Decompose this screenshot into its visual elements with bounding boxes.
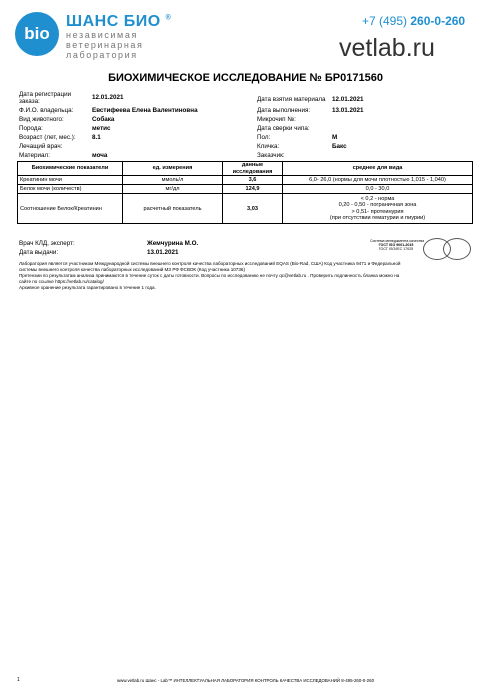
table-row (18, 185, 473, 194)
document-title: БИОХИМИЧЕСКОЕ ИССЛЕДОВАНИЕ № БР0171560 (108, 72, 383, 84)
row-name: Соотношение Белок/Креатинин (18, 194, 123, 224)
tagline-line-1: независимая (66, 30, 138, 40)
ref-line: > 0,51- протеинурия (351, 208, 404, 215)
row-reference: 6,0- 26,0 (нормы для мочи плотностью 1,015 - 1,040) (283, 176, 473, 185)
reg-date-value: 12.01.2021 (92, 94, 124, 101)
done-date-value: 13.01.2021 (332, 107, 364, 114)
ref-line: (при отсутствии гематурии и пиурии) (329, 214, 426, 221)
phone-number: 260-0-260 (410, 14, 466, 28)
breed-label: Порода: (19, 125, 43, 132)
chip-label: Микрочип №: (257, 116, 296, 123)
table-row (18, 194, 473, 224)
customer-label: Заказчик: (257, 152, 285, 159)
material-value: моча (92, 152, 108, 159)
page-number: 1 (17, 677, 20, 683)
note-line: системы внешнего контроля качества лабораторных исследований МЗ РФ ФСВОК (Код участника 10736) (19, 267, 245, 272)
vet-label: Лечащий врач: (19, 143, 63, 150)
row-reference: 0,0 - 30,0 (283, 185, 473, 194)
chip-check-label: Дата сверки чипа: (257, 125, 310, 132)
sex-value: М (332, 134, 338, 141)
breed-value: метис (92, 125, 111, 132)
sample-date-label: Дата взятия материала (257, 96, 326, 103)
done-date-label: Дата выполнения: (257, 107, 311, 114)
header-reference: среднее для вида (283, 162, 473, 176)
nick-label: Кличка: (257, 143, 280, 150)
tagline-line-2: ветеринарная (66, 40, 144, 50)
site-url: vetlab.ru (339, 34, 435, 62)
row-name: Белок мочи (количеств) (18, 185, 123, 194)
logo-text: bio (24, 24, 50, 43)
row-value: 3,6 (223, 176, 283, 185)
issue-date-value: 13.01.2021 (147, 249, 179, 256)
species-label: Вид животного: (19, 116, 64, 123)
header-value: данные исследования (223, 162, 283, 176)
note-line: Претензии по результатам анализа принимаются в течение суток с даты готовности. Вопросы по исследованию не почту qc@vetlab.ru . Проверить подлинность бланка можно на (19, 273, 400, 278)
brand-text: ШАНС БИО (66, 13, 161, 30)
header-indicator: Биохимические показатели (18, 162, 123, 176)
doctor-name: Жемчурина М.О. (147, 240, 199, 247)
tagline-line-3: лаборатория (66, 50, 138, 60)
accreditation-seal-icon (443, 238, 471, 260)
row-value: 124,9 (223, 185, 283, 194)
registered-mark: ® (165, 14, 172, 22)
footer-text: www.vetlab.ru Шанс - Lab™ ИНТЕЛЛЕКТУАЛЬНАЯ ЛАБОРАТОРИЯ КОНТРОЛЬ КАЧЕСТВА ИССЛЕДОВАНИЙ 8-495-260-0-260 (116, 678, 375, 683)
row-name: Креатинин мочи (18, 176, 123, 185)
age-label: Возраст (лет, мес.): (19, 134, 76, 141)
ref-line: < 0,2 - норма (360, 195, 395, 202)
owner-label: Ф.И.О. владельца: (19, 107, 74, 114)
row-unit: мг/дл (123, 185, 223, 194)
cert-line-3: ГОСТ ISO/IEC 17025 (378, 247, 414, 252)
note-line: сайте по ссылке https://vetlab.ru/catalog/ (19, 279, 104, 284)
owner-value: Евстифеева Елена Валентиновна (92, 107, 198, 114)
phone-prefix: +7 (495) (362, 14, 408, 28)
row-unit: ммоль/л (123, 176, 223, 185)
ref-line: 0,20 - 0,50 - пограничная зона (338, 202, 417, 209)
material-label: Материал: (19, 152, 50, 159)
results-table (17, 161, 473, 224)
issue-date-label: Дата выдачи: (19, 249, 59, 256)
sample-date-value: 12.01.2021 (332, 96, 364, 103)
species-value: Собака (92, 116, 115, 123)
nick-value: Бакс (332, 143, 347, 150)
header-unit: ед. измерения (123, 162, 223, 176)
cert-line-1: Система менеджмента качества (370, 239, 425, 243)
age-value: 8.1 (92, 134, 101, 141)
phone (362, 14, 465, 28)
note-line: Лаборатория является участником Международной системы внешнего контроля качества лабораторных исследований EQAS (Bio-Rad, США) Код участника 9471 и Федеральной (19, 261, 401, 266)
note-line: Архивное хранение результата гарантировано в течение 1 года. (19, 285, 156, 290)
row-unit: расчетный показатель (123, 194, 223, 224)
row-reference-multiline (283, 194, 473, 224)
logo (15, 12, 59, 56)
doctor-label: Врач КЛД, эксперт: (19, 240, 75, 247)
reg-date-label-2: заказа: (19, 98, 40, 105)
sex-label: Пол: (257, 134, 271, 141)
cert-line-2: ГОСТ ISO 9001-2015 (378, 243, 414, 248)
certificate-text (370, 239, 425, 252)
brand-name (66, 13, 171, 31)
reg-date-label: Дата регистрации (19, 91, 72, 98)
row-value: 3,03 (223, 194, 283, 224)
table-row (18, 176, 473, 185)
table-header-row (18, 162, 473, 176)
